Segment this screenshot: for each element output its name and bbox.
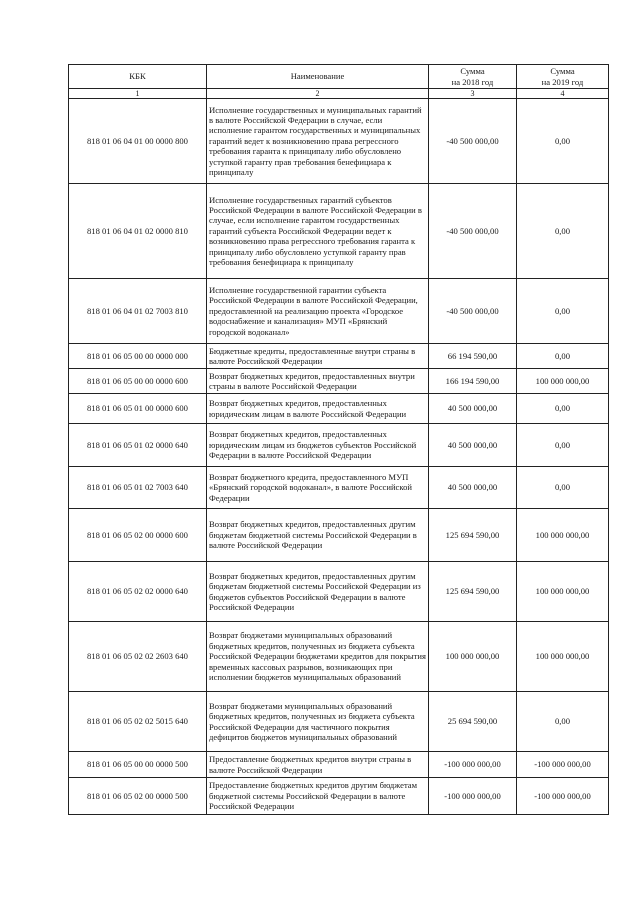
sum-2018-cell: 166 194 590,00: [429, 369, 517, 394]
kbk-cell: 818 01 06 04 01 02 0000 810: [69, 184, 207, 279]
sum-2019-cell: 0,00: [517, 344, 609, 369]
table-row: [69, 369, 609, 394]
table-header-row: [69, 65, 609, 89]
kbk-cell: 818 01 06 05 00 00 0000 500: [69, 752, 207, 778]
sum-2018-cell: 66 194 590,00: [429, 344, 517, 369]
sum-2018-cell: 40 500 000,00: [429, 467, 517, 509]
kbk-cell: 818 01 06 05 01 02 0000 640: [69, 424, 207, 467]
header-sum-2018-line2: на 2018 год: [451, 76, 494, 87]
name-cell: Исполнение государственной гарантии субъекта Российской Федерации в валюте Российской Федерации, предоставленной на реализацию проекта «Городское водоснабжение и канализация» МУП «Брянский городской водоканал»: [207, 279, 429, 344]
kbk-cell: 818 01 06 05 02 00 0000 600: [69, 509, 207, 562]
table-row: [69, 184, 609, 279]
kbk-cell: 818 01 06 05 00 00 0000 000: [69, 344, 207, 369]
name-cell: Исполнение государственных гарантий субъектов Российской Федерации в валюте Российской Федерации в случае, если исполнение гарантом государственных гарантий субъекта Российской Федерации ведет к возникновению права регрессного требования гаранта к принципалу либо обусловлено уступкой гаранту прав требования бенефициара к принципалу: [207, 184, 429, 279]
name-cell: Возврат бюджетами муниципальных образований бюджетных кредитов, полученных из бюджета субъекта Российской Федерации бюджетами кредитов для покрытия временных кассовых разрывов, возникающих при исполнении бюджетов муниципальных образований: [207, 622, 429, 692]
table-row: [69, 509, 609, 562]
table-row: [69, 778, 609, 815]
sum-2019-cell: 0,00: [517, 424, 609, 467]
sum-2019-cell: -100 000 000,00: [517, 752, 609, 778]
kbk-cell: 818 01 06 04 01 02 7003 810: [69, 279, 207, 344]
name-cell: Возврат бюджетами муниципальных образований бюджетных кредитов, полученных из бюджета субъекта Российской Федерации для частичного покрытия дефицитов бюджетов муниципальных образований: [207, 692, 429, 752]
header-name: Наименование: [207, 65, 429, 89]
sum-2019-cell: 0,00: [517, 692, 609, 752]
header-sum-2019: [517, 65, 609, 89]
sum-2018-cell: -40 500 000,00: [429, 99, 517, 184]
sum-2019-cell: 0,00: [517, 467, 609, 509]
sum-2019-cell: -100 000 000,00: [517, 778, 609, 815]
column-number-2: 2: [207, 89, 429, 99]
sum-2019-cell: 0,00: [517, 279, 609, 344]
sum-2018-cell: 40 500 000,00: [429, 424, 517, 467]
header-sum-2018-line1: Сумма: [460, 66, 485, 77]
name-cell: Возврат бюджетного кредита, предоставленного МУП «Брянский городской водоканал», в валюте Российской Федерации: [207, 467, 429, 509]
name-cell: Возврат бюджетных кредитов, предоставленных другим бюджетам бюджетной системы Российской Федерации в валюте Российской Федерации: [207, 509, 429, 562]
sum-2019-cell: 0,00: [517, 394, 609, 424]
kbk-cell: 818 01 06 05 01 02 7003 640: [69, 467, 207, 509]
table-row: [69, 692, 609, 752]
header-sum-2018: [429, 65, 517, 89]
name-cell: Бюджетные кредиты, предоставленные внутри страны в валюте Российской Федерации: [207, 344, 429, 369]
name-cell: Возврат бюджетных кредитов, предоставленных юридическим лицам в валюте Российской Федерации: [207, 394, 429, 424]
column-number-3: 3: [429, 89, 517, 99]
sum-2019-cell: 100 000 000,00: [517, 369, 609, 394]
kbk-cell: 818 01 06 05 02 02 0000 640: [69, 562, 207, 622]
kbk-cell: 818 01 06 05 02 02 5015 640: [69, 692, 207, 752]
sum-2018-cell: 125 694 590,00: [429, 562, 517, 622]
sum-2018-cell: 40 500 000,00: [429, 394, 517, 424]
name-cell: Возврат бюджетных кредитов, предоставленных внутри страны в валюте Российской Федерации: [207, 369, 429, 394]
name-cell: Исполнение государственных и муниципальных гарантий в валюте Российской Федерации в случае, если исполнение гарантом государственных и муниципальных гарантий ведет к возникновению права регрессного требования гаранта к принципалу либо обусловлено уступкой гаранту прав требования бенефициара к принципалу: [207, 99, 429, 184]
name-cell: Предоставление бюджетных кредитов внутри страны в валюте Российской Федерации: [207, 752, 429, 778]
name-cell: Предоставление бюджетных кредитов другим бюджетам бюджетной системы Российской Федерации в валюте Российской Федерации: [207, 778, 429, 815]
sum-2019-cell: 100 000 000,00: [517, 509, 609, 562]
header-kbk: КБК: [69, 65, 207, 89]
sum-2018-cell: 125 694 590,00: [429, 509, 517, 562]
header-sum-2019-line2: на 2019 год: [541, 76, 584, 87]
table-row: [69, 622, 609, 692]
header-sum-2019-line1: Сумма: [550, 66, 575, 77]
sum-2019-cell: 100 000 000,00: [517, 562, 609, 622]
kbk-cell: 818 01 06 05 02 02 2603 640: [69, 622, 207, 692]
kbk-cell: 818 01 06 05 00 00 0000 600: [69, 369, 207, 394]
kbk-cell: 818 01 06 05 01 00 0000 600: [69, 394, 207, 424]
sum-2018-cell: -40 500 000,00: [429, 184, 517, 279]
sum-2019-cell: 0,00: [517, 99, 609, 184]
sum-2018-cell: 25 694 590,00: [429, 692, 517, 752]
sum-2018-cell: -100 000 000,00: [429, 752, 517, 778]
sum-2018-cell: -40 500 000,00: [429, 279, 517, 344]
sum-2019-cell: 100 000 000,00: [517, 622, 609, 692]
name-cell: Возврат бюджетных кредитов, предоставленных юридическим лицам из бюджетов субъектов Российской Федерации в валюте Российской Федерации: [207, 424, 429, 467]
table-row: [69, 394, 609, 424]
column-number-row: [69, 89, 609, 99]
table-row: [69, 467, 609, 509]
table-row: [69, 752, 609, 778]
budget-sources-table: [68, 64, 609, 815]
sum-2018-cell: -100 000 000,00: [429, 778, 517, 815]
kbk-cell: 818 01 06 04 01 00 0000 800: [69, 99, 207, 184]
sum-2018-cell: 100 000 000,00: [429, 622, 517, 692]
table-row: [69, 344, 609, 369]
table-row: [69, 424, 609, 467]
column-number-4: 4: [517, 89, 609, 99]
table-row: [69, 562, 609, 622]
table-row: [69, 279, 609, 344]
column-number-1: 1: [69, 89, 207, 99]
sum-2019-cell: 0,00: [517, 184, 609, 279]
kbk-cell: 818 01 06 05 02 00 0000 500: [69, 778, 207, 815]
name-cell: Возврат бюджетных кредитов, предоставленных другим бюджетам бюджетной системы Российской Федерации из бюджетов субъектов Российской Федерации в валюте Российской Федерации: [207, 562, 429, 622]
table-row: [69, 99, 609, 184]
